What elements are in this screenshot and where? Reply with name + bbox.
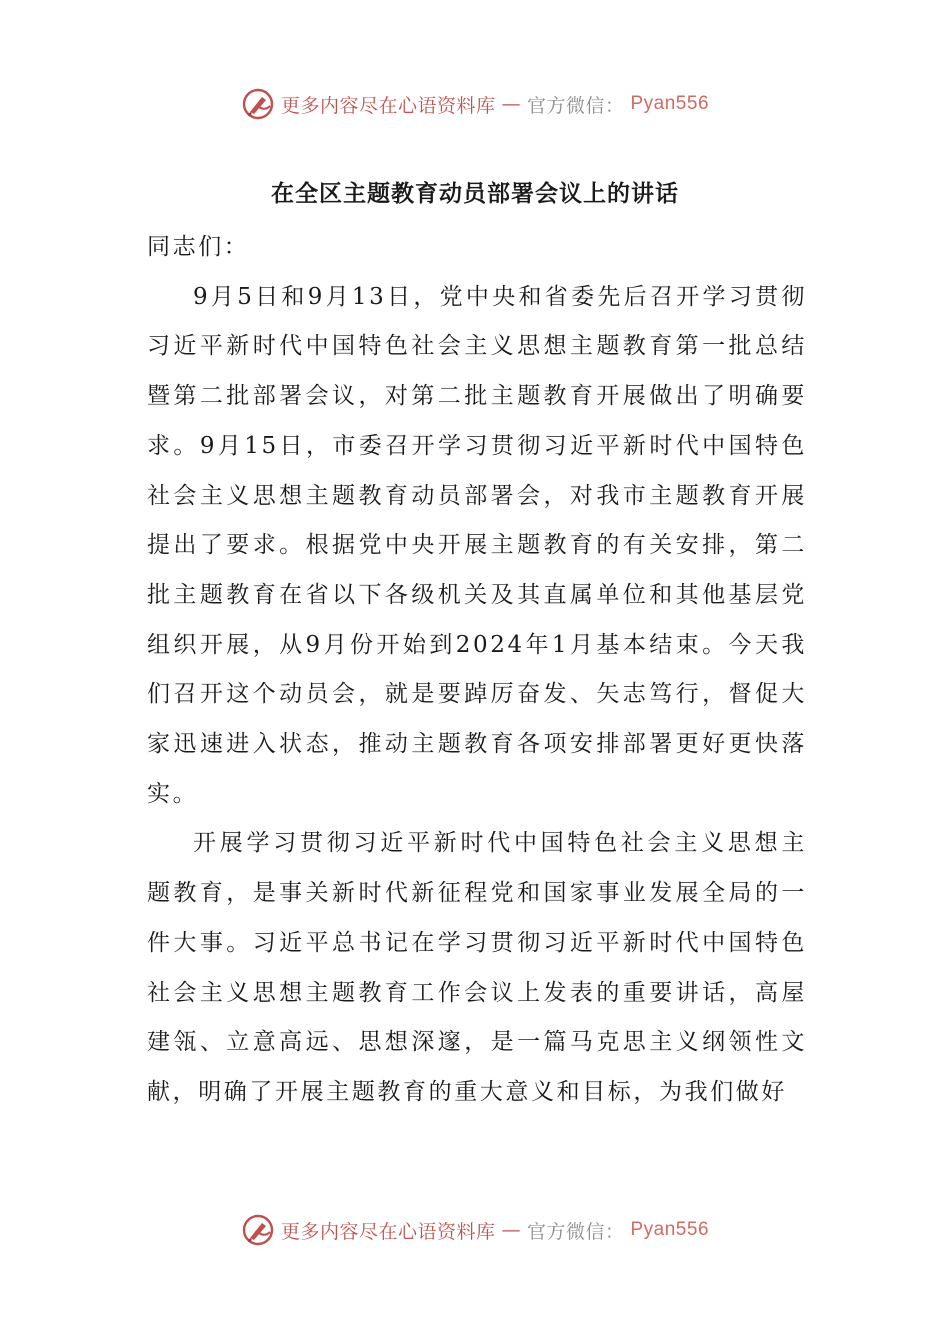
banner-label: 官方微信：: [526, 94, 625, 117]
banner-wechat-id: Pyan556: [630, 1219, 710, 1240]
banner-wechat-id: Pyan556: [630, 93, 710, 114]
document-body: [147, 223, 807, 1118]
paragraph-1: 9月5日和9月13日，党中央和省委先后召开学习贯彻习近平新时代中国特色社会主义思想主题教育第一批总结暨第二批部署会议，对第二批主题教育开展做出了明确要求。9月15日，市委召开学习贯彻习近平新时代中国特色社会主义思想主题教育动员部署会，对我市主题教育开展提出了要求。根据党中央开展主题教育的有关安排，第二批主题教育在省以下各级机关及其直属单位和其他基层党组织开展，从9月份开始到2024年1月基本结束。今天我们召开这个动员会，就是要踔厉奋发、矢志笃行，督促大家迅速进入状态，推动主题教育各项安排部署更好更快落实。: [147, 283, 807, 807]
document-title: 在全区主题教育动员部署会议上的讲话: [271, 181, 679, 207]
pen-logo-icon: [241, 1213, 275, 1247]
banner-text: 更多内容尽在心语资料库: [280, 94, 496, 117]
banner-label: 官方微信：: [526, 1220, 625, 1243]
footer-banner: [0, 1210, 950, 1250]
banner-dash: —: [501, 93, 521, 115]
salutation: 同志们：: [147, 234, 250, 260]
banner-text: 更多内容尽在心语资料库: [280, 1220, 496, 1243]
header-banner: [0, 84, 950, 124]
banner-dash: —: [501, 1219, 521, 1241]
pen-logo-icon: [241, 87, 275, 121]
paragraph-2: 开展学习贯彻习近平新时代中国特色社会主义思想主题教育，是事关新时代新征程党和国家事业发展全局的一件大事。习近平总书记在学习贯彻习近平新时代中国特色社会主义思想主题教育工作会议上发表的重要讲话，高屋建瓴、立意高远、思想深邃，是一篇马克思主义纲领性文献，明确了开展主题教育的重大意义和目标，为我们做好: [147, 830, 807, 1105]
